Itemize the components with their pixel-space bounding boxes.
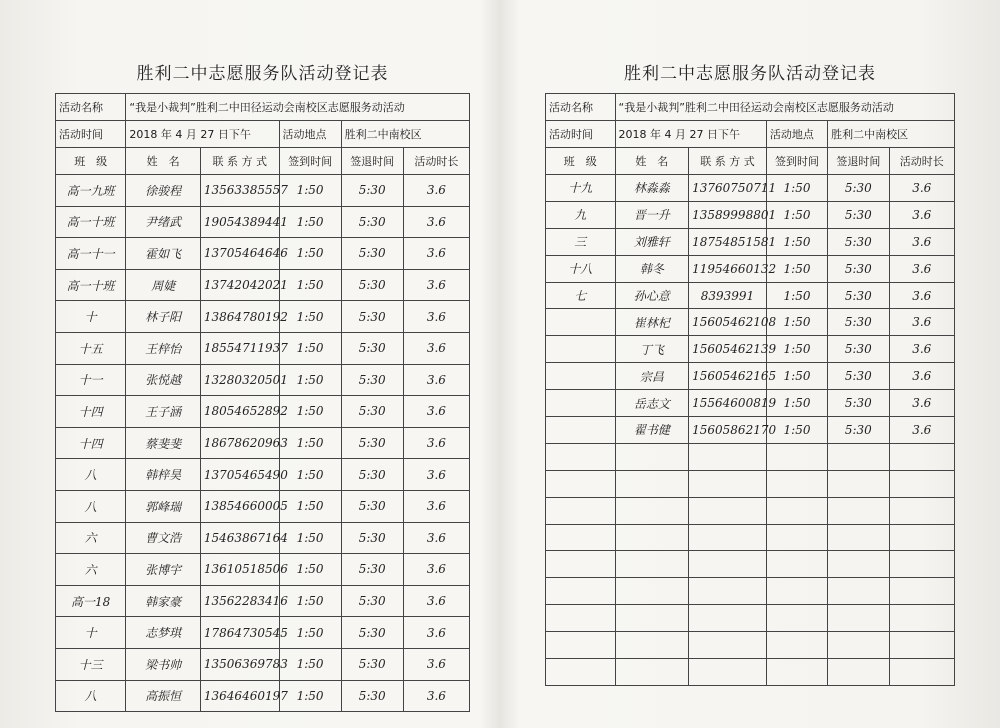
class-cell: 十 <box>56 617 126 649</box>
table-header <box>546 148 955 175</box>
header-phone: 联 系 方 式 <box>200 148 279 175</box>
sign-in-cell: 1:50 <box>766 175 827 202</box>
sign-in-cell: 1:50 <box>279 332 341 364</box>
table-row <box>56 175 470 207</box>
class-cell: 高一十班 <box>56 269 126 301</box>
duration-cell: 3.6 <box>889 363 954 390</box>
sign-out-cell: 5:30 <box>341 269 403 301</box>
class-cell: 十四 <box>56 427 126 459</box>
name-cell: 志梦琪 <box>126 617 201 649</box>
activity-name-label: 活动名称 <box>56 94 126 121</box>
phone-cell <box>689 497 767 524</box>
name-cell: 梁书帅 <box>126 648 201 680</box>
table-row <box>546 390 955 417</box>
phone-cell: 13705464646 <box>200 238 279 270</box>
class-cell: 十八 <box>546 255 616 282</box>
sign-in-cell: 1:50 <box>766 255 827 282</box>
duration-cell <box>889 551 954 578</box>
sign-out-cell <box>828 497 889 524</box>
name-cell: 尹绪武 <box>126 206 201 238</box>
sign-in-cell: 1:50 <box>766 282 827 309</box>
header-duration: 活动时长 <box>889 148 954 175</box>
sign-in-cell: 1:50 <box>279 617 341 649</box>
phone-cell: 15463867164 <box>200 522 279 554</box>
sign-in-cell <box>766 470 827 497</box>
duration-cell: 3.6 <box>403 269 469 301</box>
phone-cell: 13646460197 <box>200 680 279 712</box>
name-cell: 王子涵 <box>126 396 201 428</box>
table-row <box>546 282 955 309</box>
duration-cell: 3.6 <box>403 680 469 712</box>
header-class: 班 级 <box>546 148 616 175</box>
sign-in-cell: 1:50 <box>279 427 341 459</box>
table-row <box>56 301 470 333</box>
name-cell: 翟书健 <box>615 417 689 444</box>
class-cell <box>546 524 616 551</box>
table-row <box>56 522 470 554</box>
phone-cell: 15605862170 <box>689 417 767 444</box>
sign-out-cell: 5:30 <box>341 332 403 364</box>
table-body <box>546 175 955 686</box>
sign-out-cell <box>828 524 889 551</box>
sign-out-cell: 5:30 <box>341 238 403 270</box>
registration-table <box>55 93 470 712</box>
sign-out-cell <box>828 605 889 632</box>
phone-cell: 13864780192 <box>200 301 279 333</box>
phone-cell: 18554711937 <box>200 332 279 364</box>
duration-cell <box>889 443 954 470</box>
location-label: 活动地点 <box>279 121 341 148</box>
activity-time: 2018 年 4 月 27 日下午 <box>615 121 766 148</box>
class-cell <box>546 551 616 578</box>
table-row <box>56 648 470 680</box>
sign-in-cell: 1:50 <box>766 201 827 228</box>
table-row <box>546 551 955 578</box>
sign-in-cell <box>766 443 827 470</box>
duration-cell <box>889 470 954 497</box>
sign-in-cell: 1:50 <box>279 522 341 554</box>
sign-out-cell: 5:30 <box>341 175 403 207</box>
sign-out-cell: 5:30 <box>828 175 889 202</box>
sign-out-cell <box>828 551 889 578</box>
phone-cell: 13705465490 <box>200 459 279 491</box>
sign-in-cell: 1:50 <box>766 228 827 255</box>
table-row <box>546 524 955 551</box>
class-cell <box>546 632 616 659</box>
duration-cell: 3.6 <box>403 648 469 680</box>
sign-out-cell <box>828 578 889 605</box>
sign-out-cell: 5:30 <box>828 228 889 255</box>
class-cell: 六 <box>56 522 126 554</box>
sign-out-cell: 5:30 <box>341 427 403 459</box>
table-row <box>546 363 955 390</box>
sign-in-cell <box>766 632 827 659</box>
activity-name-label: 活动名称 <box>546 94 616 121</box>
name-cell <box>615 497 689 524</box>
phone-cell <box>689 551 767 578</box>
phone-cell: 13760750711 <box>689 175 767 202</box>
sign-out-cell <box>828 632 889 659</box>
table-row <box>56 554 470 586</box>
class-cell: 十九 <box>546 175 616 202</box>
sign-in-cell <box>766 659 827 686</box>
sign-in-cell: 1:50 <box>279 585 341 617</box>
class-cell: 高一十班 <box>56 206 126 238</box>
class-cell: 六 <box>56 554 126 586</box>
name-cell: 丁飞 <box>615 336 689 363</box>
class-cell <box>546 363 616 390</box>
table-row <box>546 578 955 605</box>
phone-cell: 15605462165 <box>689 363 767 390</box>
duration-cell: 3.6 <box>403 301 469 333</box>
location: 胜利二中南校区 <box>828 121 955 148</box>
table-header <box>56 148 470 175</box>
sign-out-cell <box>828 470 889 497</box>
class-cell <box>546 417 616 444</box>
class-cell: 八 <box>56 680 126 712</box>
sign-in-cell: 1:50 <box>279 206 341 238</box>
name-cell: 张博宇 <box>126 554 201 586</box>
duration-cell: 3.6 <box>403 585 469 617</box>
duration-cell: 3.6 <box>403 490 469 522</box>
location: 胜利二中南校区 <box>341 121 469 148</box>
class-cell: 七 <box>546 282 616 309</box>
duration-cell <box>889 632 954 659</box>
registration-form-left <box>55 55 470 712</box>
phone-cell: 15605462139 <box>689 336 767 363</box>
table-row <box>56 617 470 649</box>
activity-time: 2018 年 4 月 27 日下午 <box>126 121 279 148</box>
sign-out-cell: 5:30 <box>341 396 403 428</box>
header-class: 班 级 <box>56 148 126 175</box>
sign-in-cell: 1:50 <box>766 390 827 417</box>
phone-cell: 18754851581 <box>689 228 767 255</box>
phone-cell <box>689 524 767 551</box>
activity-time-label: 活动时间 <box>546 121 616 148</box>
name-cell: 霍如飞 <box>126 238 201 270</box>
sign-out-cell: 5:30 <box>828 336 889 363</box>
sign-out-cell: 5:30 <box>341 459 403 491</box>
class-cell <box>546 309 616 336</box>
name-cell <box>615 578 689 605</box>
name-cell: 徐骏程 <box>126 175 201 207</box>
table-row <box>546 309 955 336</box>
sign-in-cell: 1:50 <box>766 363 827 390</box>
sign-in-cell: 1:50 <box>766 336 827 363</box>
table-row <box>56 238 470 270</box>
duration-cell: 3.6 <box>889 201 954 228</box>
table-row <box>546 175 955 202</box>
sign-out-cell: 5:30 <box>341 680 403 712</box>
name-cell: 郭峰瑞 <box>126 490 201 522</box>
phone-cell: 13506369783 <box>200 648 279 680</box>
form-title: 胜利二中志愿服务队活动登记表 <box>136 64 389 84</box>
name-cell: 孙心意 <box>615 282 689 309</box>
duration-cell: 3.6 <box>403 332 469 364</box>
name-cell: 蔡斐斐 <box>126 427 201 459</box>
sign-in-cell: 1:50 <box>279 396 341 428</box>
class-cell <box>546 659 616 686</box>
activity-name: “我是小裁判”胜利二中田径运动会南校区志愿服务动活动 <box>615 94 954 121</box>
table-row <box>56 427 470 459</box>
phone-cell <box>689 470 767 497</box>
sign-in-cell <box>766 497 827 524</box>
table-row <box>546 255 955 282</box>
duration-cell <box>889 578 954 605</box>
phone-cell <box>689 632 767 659</box>
phone-cell: 13280320501 <box>200 364 279 396</box>
class-cell: 九 <box>546 201 616 228</box>
class-cell: 十三 <box>56 648 126 680</box>
duration-cell: 3.6 <box>889 309 954 336</box>
sign-out-cell: 5:30 <box>341 585 403 617</box>
duration-cell: 3.6 <box>403 364 469 396</box>
table-row <box>56 269 470 301</box>
duration-cell: 3.6 <box>403 459 469 491</box>
table-row <box>546 417 955 444</box>
registration-form-right <box>545 55 955 686</box>
phone-cell <box>689 443 767 470</box>
phone-cell: 11954660132 <box>689 255 767 282</box>
phone-cell <box>689 659 767 686</box>
sign-out-cell: 5:30 <box>828 390 889 417</box>
table-row <box>546 443 955 470</box>
sign-out-cell <box>828 659 889 686</box>
phone-cell: 13742042021 <box>200 269 279 301</box>
table-row <box>56 206 470 238</box>
sign-in-cell: 1:50 <box>279 364 341 396</box>
duration-cell: 3.6 <box>403 238 469 270</box>
class-cell <box>546 605 616 632</box>
sign-out-cell: 5:30 <box>341 554 403 586</box>
phone-cell <box>689 578 767 605</box>
table-row <box>56 680 470 712</box>
table-row <box>546 659 955 686</box>
duration-cell: 3.6 <box>403 554 469 586</box>
class-cell: 八 <box>56 490 126 522</box>
duration-cell: 3.6 <box>889 336 954 363</box>
location-label: 活动地点 <box>766 121 827 148</box>
table-row <box>546 201 955 228</box>
sign-out-cell: 5:30 <box>828 309 889 336</box>
phone-cell: 13854660005 <box>200 490 279 522</box>
sign-in-cell: 1:50 <box>279 459 341 491</box>
duration-cell: 3.6 <box>889 417 954 444</box>
header-sign-out: 签退时间 <box>341 148 403 175</box>
table-row <box>546 632 955 659</box>
name-cell <box>615 470 689 497</box>
sign-out-cell: 5:30 <box>828 417 889 444</box>
form-title: 胜利二中志愿服务队活动登记表 <box>624 64 876 84</box>
sign-out-cell: 5:30 <box>828 363 889 390</box>
header-name: 姓 名 <box>615 148 689 175</box>
sign-in-cell: 1:50 <box>279 238 341 270</box>
duration-cell: 3.6 <box>403 175 469 207</box>
phone-cell: 19054389441 <box>200 206 279 238</box>
table-row <box>546 470 955 497</box>
phone-cell: 8393991 <box>689 282 767 309</box>
class-cell: 十 <box>56 301 126 333</box>
name-cell: 曹文浩 <box>126 522 201 554</box>
sign-in-cell: 1:50 <box>279 490 341 522</box>
phone-cell: 13610518506 <box>200 554 279 586</box>
name-cell <box>615 605 689 632</box>
duration-cell: 3.6 <box>403 396 469 428</box>
phone-cell: 18054652892 <box>200 396 279 428</box>
sign-in-cell: 1:50 <box>279 175 341 207</box>
sign-in-cell: 1:50 <box>279 301 341 333</box>
class-cell: 十五 <box>56 332 126 364</box>
sign-out-cell: 5:30 <box>341 522 403 554</box>
class-cell <box>546 390 616 417</box>
table-row <box>56 585 470 617</box>
table-row <box>56 396 470 428</box>
class-cell: 三 <box>546 228 616 255</box>
phone-cell: 15605462108 <box>689 309 767 336</box>
table-row <box>56 364 470 396</box>
sign-in-cell <box>766 578 827 605</box>
header-sign-in: 签到时间 <box>766 148 827 175</box>
sign-out-cell: 5:30 <box>341 490 403 522</box>
name-cell <box>615 551 689 578</box>
name-cell <box>615 524 689 551</box>
name-cell: 林子阳 <box>126 301 201 333</box>
phone-cell <box>689 605 767 632</box>
name-cell <box>615 632 689 659</box>
header-sign-in: 签到时间 <box>279 148 341 175</box>
phone-cell: 17864730545 <box>200 617 279 649</box>
phone-cell: 15564600819 <box>689 390 767 417</box>
header-phone: 联 系 方 式 <box>689 148 767 175</box>
sign-out-cell <box>828 443 889 470</box>
sign-in-cell <box>766 605 827 632</box>
sign-out-cell: 5:30 <box>341 364 403 396</box>
activity-time-label: 活动时间 <box>56 121 126 148</box>
name-cell <box>615 659 689 686</box>
class-cell <box>546 470 616 497</box>
duration-cell: 3.6 <box>889 175 954 202</box>
class-cell: 十四 <box>56 396 126 428</box>
sign-out-cell: 5:30 <box>828 255 889 282</box>
class-cell: 高一十一 <box>56 238 126 270</box>
name-cell: 韩家豪 <box>126 585 201 617</box>
duration-cell: 3.6 <box>889 282 954 309</box>
class-cell <box>546 578 616 605</box>
duration-cell: 3.6 <box>889 390 954 417</box>
name-cell: 崔林杞 <box>615 309 689 336</box>
table-row <box>546 497 955 524</box>
table-row <box>56 332 470 364</box>
duration-cell: 3.6 <box>403 522 469 554</box>
duration-cell: 3.6 <box>403 427 469 459</box>
duration-cell <box>889 497 954 524</box>
sign-in-cell: 1:50 <box>279 269 341 301</box>
sign-out-cell: 5:30 <box>341 206 403 238</box>
name-cell: 晋一升 <box>615 201 689 228</box>
table-body <box>56 175 470 712</box>
name-cell: 刘雅轩 <box>615 228 689 255</box>
class-cell: 十一 <box>56 364 126 396</box>
name-cell <box>615 443 689 470</box>
name-cell: 王梓怡 <box>126 332 201 364</box>
name-cell: 林淼淼 <box>615 175 689 202</box>
header-duration: 活动时长 <box>403 148 469 175</box>
duration-cell <box>889 659 954 686</box>
table-row <box>56 490 470 522</box>
name-cell: 宗昌 <box>615 363 689 390</box>
sign-out-cell: 5:30 <box>341 301 403 333</box>
registration-table <box>545 93 955 686</box>
phone-cell: 13563385557 <box>200 175 279 207</box>
sign-in-cell: 1:50 <box>766 309 827 336</box>
name-cell: 韩梓昊 <box>126 459 201 491</box>
phone-cell: 13562283416 <box>200 585 279 617</box>
phone-cell: 18678620963 <box>200 427 279 459</box>
sign-out-cell: 5:30 <box>828 282 889 309</box>
name-cell: 高振恒 <box>126 680 201 712</box>
duration-cell: 3.6 <box>403 617 469 649</box>
class-cell <box>546 443 616 470</box>
table-row <box>546 336 955 363</box>
table-row <box>546 605 955 632</box>
name-cell: 周婕 <box>126 269 201 301</box>
class-cell: 高一九班 <box>56 175 126 207</box>
sign-in-cell: 1:50 <box>279 680 341 712</box>
name-cell: 韩冬 <box>615 255 689 282</box>
duration-cell: 3.6 <box>889 228 954 255</box>
sign-out-cell: 5:30 <box>341 617 403 649</box>
sign-in-cell: 1:50 <box>279 648 341 680</box>
class-cell <box>546 336 616 363</box>
table-row <box>546 228 955 255</box>
sign-in-cell <box>766 551 827 578</box>
sign-out-cell: 5:30 <box>828 201 889 228</box>
table-row <box>56 459 470 491</box>
header-sign-out: 签退时间 <box>828 148 889 175</box>
sign-in-cell: 1:50 <box>766 417 827 444</box>
phone-cell: 13589998801 <box>689 201 767 228</box>
class-cell: 八 <box>56 459 126 491</box>
header-name: 姓 名 <box>126 148 201 175</box>
duration-cell <box>889 524 954 551</box>
class-cell: 高一18 <box>56 585 126 617</box>
sign-in-cell: 1:50 <box>279 554 341 586</box>
sign-in-cell <box>766 524 827 551</box>
name-cell: 张悦越 <box>126 364 201 396</box>
name-cell: 岳志文 <box>615 390 689 417</box>
sign-out-cell: 5:30 <box>341 648 403 680</box>
class-cell <box>546 497 616 524</box>
duration-cell: 3.6 <box>403 206 469 238</box>
duration-cell: 3.6 <box>889 255 954 282</box>
duration-cell <box>889 605 954 632</box>
activity-name: “我是小裁判”胜利二中田径运动会南校区志愿服务动活动 <box>126 94 470 121</box>
